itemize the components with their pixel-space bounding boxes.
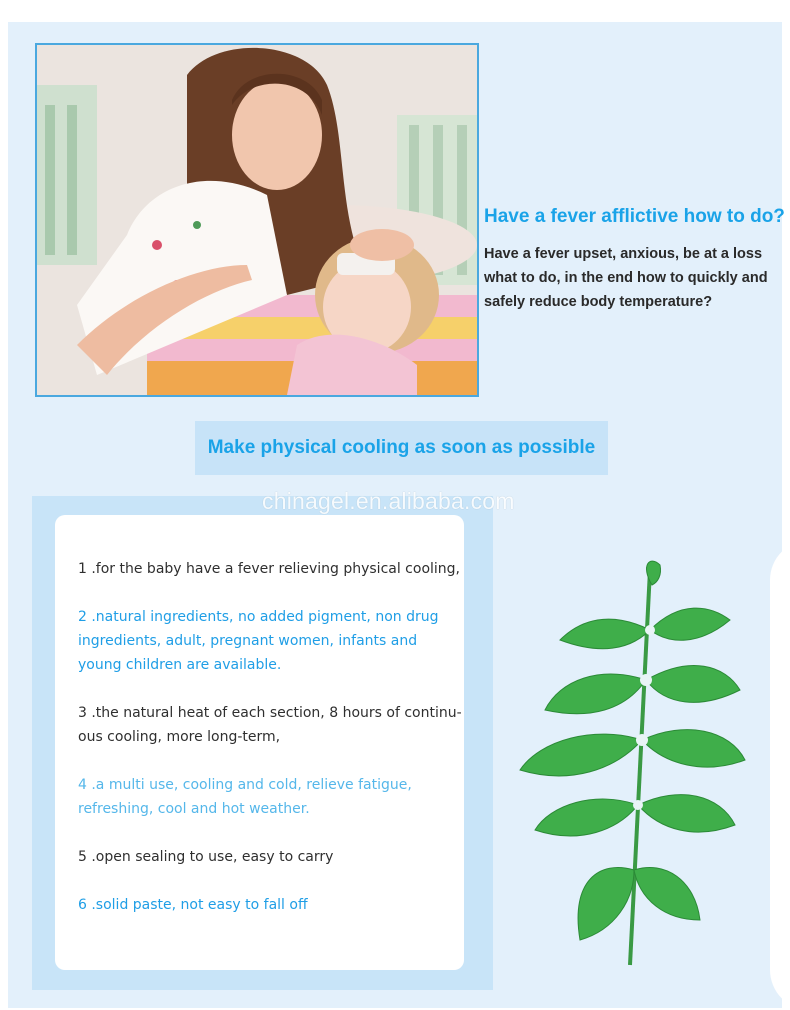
photo-illustration (37, 45, 477, 395)
watermark: chinagel.en.alibaba.com (262, 488, 515, 514)
cooling-banner (195, 421, 608, 475)
intro-text: Have a fever upset, anxious, be at a loss what to do, in the end how to quickly and safely reduce body temperature? (484, 246, 768, 310)
benefit-item-1: 1 .for the baby have a fever relieving physical cooling, (78, 561, 460, 577)
mother-child-photo (35, 43, 479, 397)
intro-heading: Have a fever afflictive how to do? (484, 206, 785, 227)
banner-text: Make physical cooling as soon as possible (207, 437, 596, 458)
decorative-curve (770, 540, 790, 1010)
benefit-item-3: 3 .the natural heat of each section, 8 hours of continu-ous cooling, more long-term, (78, 705, 462, 745)
benefits-card (55, 515, 464, 970)
benefit-item-6: 6 .solid paste, not easy to fall off (78, 897, 308, 913)
benefit-item-4: 4 .a multi use, cooling and cold, relieve fatigue, refreshing, cool and hot weather. (78, 777, 412, 817)
benefit-item-5: 5 .open sealing to use, easy to carry (78, 849, 334, 865)
mint-plant-illustration (500, 560, 750, 970)
benefit-item-2: 2 .natural ingredients, no added pigment, non drug ingredients, adult, pregnant women, infants and young children are available. (78, 609, 439, 673)
